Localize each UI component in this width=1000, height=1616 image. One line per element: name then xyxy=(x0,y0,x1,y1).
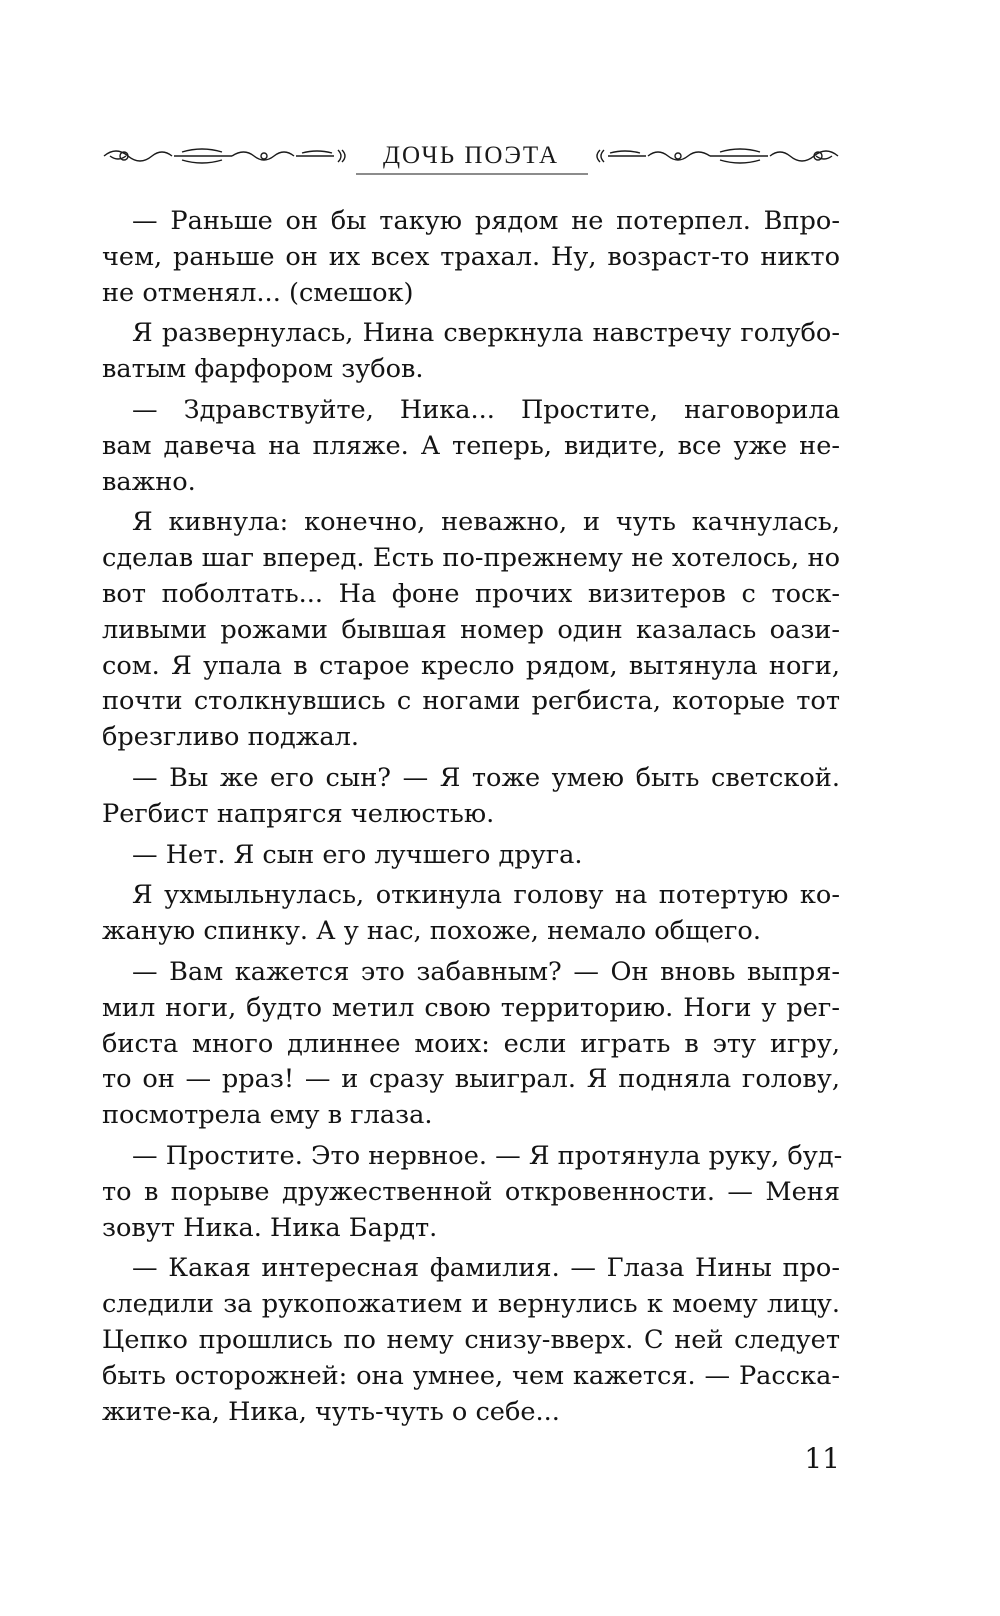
text-line: почти столкнувшись с ногами регбиста, которые тот xyxy=(102,686,840,717)
text-line: зовут Ника. Ника Бардт. xyxy=(102,1212,438,1243)
text-line: — Простите. Это нервное. — Я протянула руку, буд- xyxy=(132,1140,843,1171)
text-line: следили за рукопожатием и вернулись к моему лицу. xyxy=(102,1289,840,1320)
text-line: жите-ка, Ника, чуть-чуть о себе... xyxy=(102,1396,560,1427)
paragraph xyxy=(102,316,840,388)
paragraph xyxy=(102,393,840,500)
paragraph xyxy=(102,761,840,833)
running-header xyxy=(102,140,840,180)
text-line: не отменял... (смешок) xyxy=(102,277,414,308)
text-line: ватым фарфором зубов. xyxy=(102,354,424,385)
text-line: — Какая интересная фамилия. — Глаза Нины про- xyxy=(132,1253,840,1284)
text-line: чем, раньше он их всех трахал. Ну, возраст-то никто xyxy=(102,241,840,272)
paragraph xyxy=(102,878,840,950)
text-line: — Вы же его сын? — Я тоже умею быть светской. xyxy=(132,762,840,793)
text-line: мил ноги, будто метил свою территорию. Ноги у рег- xyxy=(102,992,840,1023)
text-line: то в порыве дружественной откровенности. — Меня xyxy=(102,1176,840,1207)
text-line: Я ухмыльнулась, откинула голову на потертую ко- xyxy=(132,880,840,911)
text-line: ливыми рожами бывшая номер один казалась оази- xyxy=(102,614,840,645)
text-line: быть осторожней: она умнее, чем кажется. — Расска- xyxy=(102,1360,840,1391)
text-line: — Здравствуйте, Ника... Простите, наговорила xyxy=(132,394,840,425)
body-text xyxy=(102,204,843,1430)
text-line: вам давеча на пляже. А теперь, видите, все уже не- xyxy=(102,430,840,461)
page-number: 11 xyxy=(804,1442,840,1475)
text-line: — Нет. Я сын его лучшего друга. xyxy=(132,839,583,870)
text-line: жаную спинку. А у нас, похоже, немало общего. xyxy=(102,916,761,947)
text-line: Цепко прошлись по нему снизу-вверх. С ней следует xyxy=(102,1324,840,1355)
text-line: — Вам кажется это забавным? — Он вновь выпря- xyxy=(132,956,840,987)
text-line: Я развернулась, Нина сверкнула навстречу голубо- xyxy=(132,318,840,349)
text-line: — Раньше он бы такую рядом не потерпел. Впро- xyxy=(132,206,840,236)
paragraph xyxy=(102,204,840,311)
paragraph xyxy=(102,1251,840,1430)
text-line: Я кивнула: конечно, неважно, и чуть качнулась, xyxy=(132,507,840,538)
text-line: Регбист напрягся челюстью. xyxy=(102,798,495,829)
text-line: то он — рраз! — и сразу выиграл. Я подняла голову, xyxy=(102,1064,840,1095)
text-line: вот поболтать... На фоне прочих визитеров с тоск- xyxy=(102,578,840,609)
text-line: важно. xyxy=(102,466,196,497)
paragraph xyxy=(102,1139,843,1246)
text-line: посмотрела ему в глаза. xyxy=(102,1100,433,1131)
text-line: сделав шаг вперед. Есть по-прежнему не хотелось, но xyxy=(102,543,840,574)
text-line: сом. Я упала в старое кресло рядом, вытянула ноги, xyxy=(102,650,840,681)
text-line: биста много длиннее моих: если играть в эту игру, xyxy=(102,1028,840,1059)
running-title: ДОЧЬ ПОЭТА xyxy=(382,142,560,169)
paragraph xyxy=(102,505,840,756)
paragraph xyxy=(102,955,840,1134)
text-line: брезгливо поджал. xyxy=(102,722,359,753)
paragraph xyxy=(102,838,840,874)
